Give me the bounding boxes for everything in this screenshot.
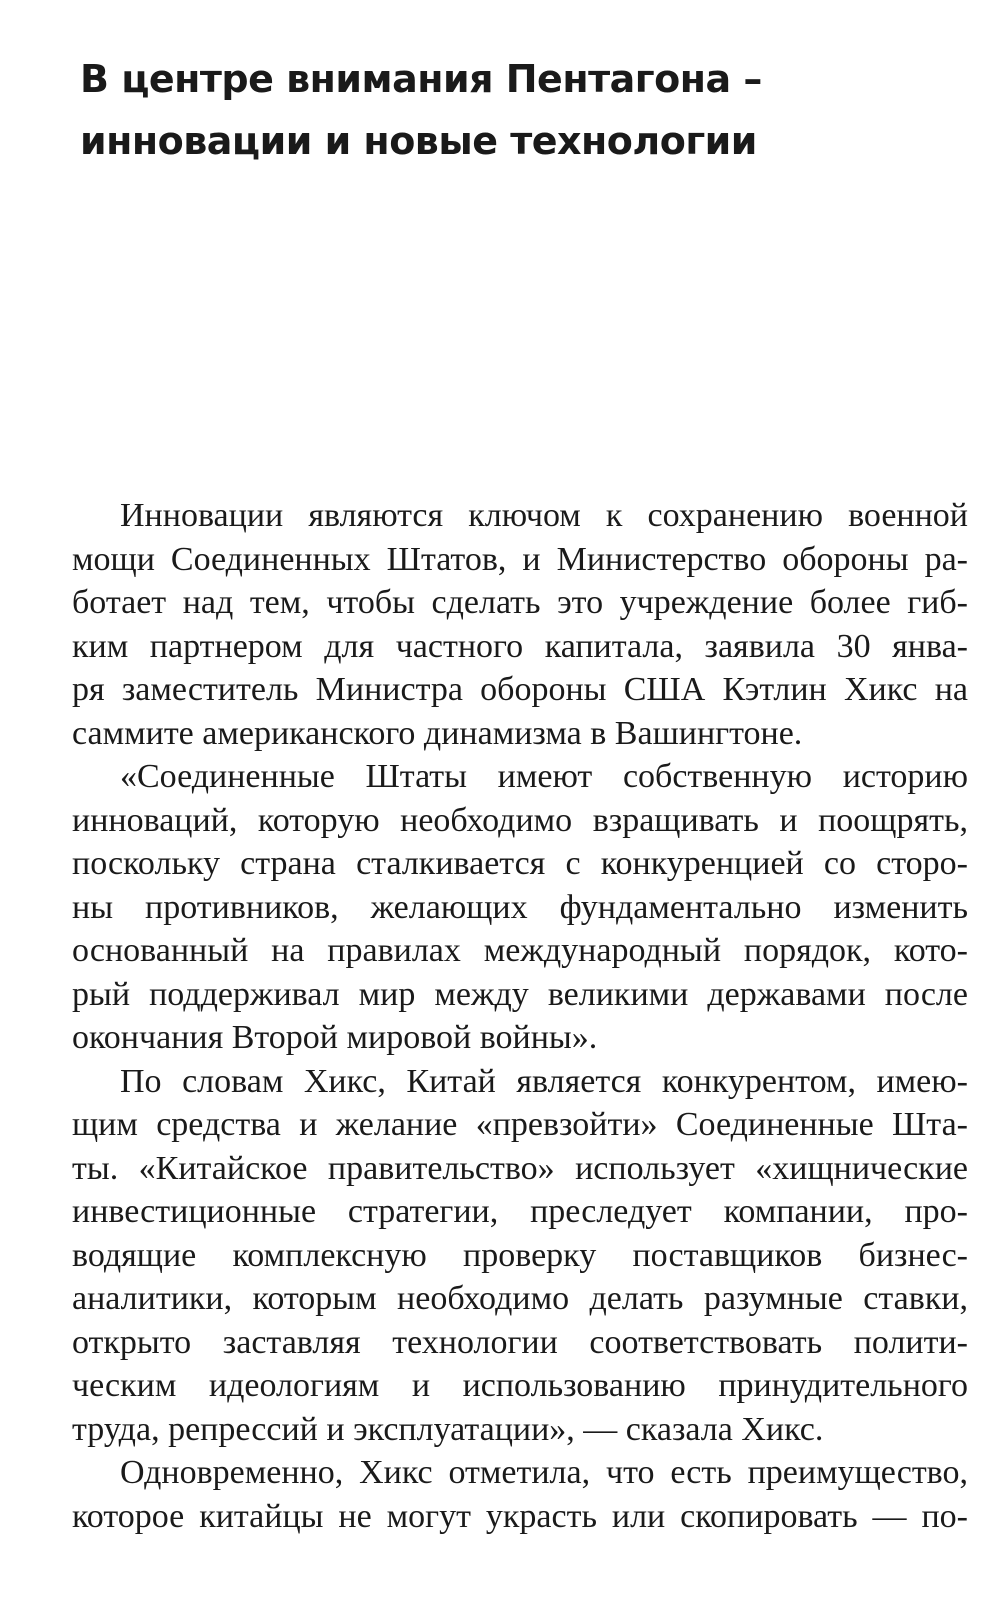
text-line: которое китайцы не могут украсть или скопировать — по- <box>72 1497 968 1535</box>
article-body <box>72 494 968 1538</box>
text-line: окончания Второй мировой войны». <box>72 1019 598 1056</box>
text-line: открыто заставляя технологии соответствовать полити- <box>72 1323 968 1361</box>
text-line: водящие комплексную проверку поставщиков бизнес- <box>72 1236 968 1274</box>
text-line: мощи Соединенных Штатов, и Министерство обороны ра- <box>72 540 968 578</box>
text-line: ря заместитель Министра обороны США Кэтлин Хикс на <box>72 671 968 708</box>
text-line: ческим идеологиям и использованию принудительного <box>72 1367 968 1404</box>
text-line: аналитики, которым необходимо делать разумные ставки, <box>72 1280 968 1317</box>
text-line: основанный на правилах международный порядок, кото- <box>72 932 968 969</box>
text-line: «Соединенные Штаты имеют собственную историю <box>120 758 968 795</box>
article-title <box>80 48 960 172</box>
article-title-line: В центре внимания Пентагона – <box>80 57 762 101</box>
text-line: труда, репрессий и эксплуатации», — сказала Хикс. <box>72 1410 824 1448</box>
text-line: инвестиционные стратегии, преследует компании, про- <box>72 1193 968 1230</box>
text-line: поскольку страна сталкивается с конкуренцией со сторо- <box>72 845 968 882</box>
text-line: рый поддерживал мир между великими державами после <box>72 975 968 1013</box>
text-line: инноваций, которую необходимо взращивать и поощрять, <box>72 801 968 839</box>
text-line: ботает над тем, чтобы сделать это учреждение более гиб- <box>72 584 968 621</box>
text-line: саммите американского динамизма в Вашингтоне. <box>72 714 803 752</box>
text-line: По словам Хикс, Китай является конкурентом, имею- <box>120 1062 968 1100</box>
text-line: ты. «Китайское правительство» использует «хищнические <box>72 1149 968 1187</box>
text-line: ны противников, желающих фундаментально изменить <box>72 888 968 926</box>
text-line: ким партнером для частного капитала, заявила 30 янва- <box>72 627 968 665</box>
text-line: Инновации являются ключом к сохранению военной <box>120 497 968 534</box>
article-title-line: инновации и новые технологии <box>80 119 757 163</box>
text-line: щим средства и желание «превзойти» Соединенные Шта- <box>72 1106 968 1143</box>
text-line: Одновременно, Хикс отметила, что есть преимущество, <box>120 1454 968 1491</box>
